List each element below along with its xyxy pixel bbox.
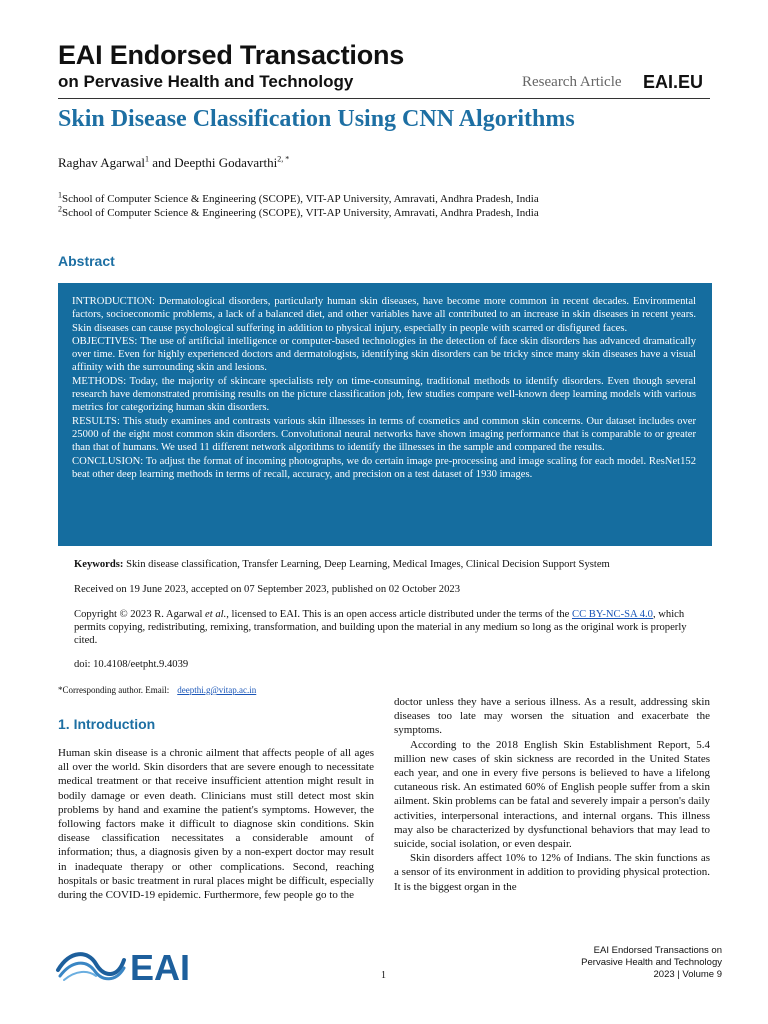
paper-title: Skin Disease Classification Using CNN Algorithms <box>58 106 575 132</box>
abstract-heading: Abstract <box>58 253 115 269</box>
author-list <box>58 155 289 171</box>
doi: doi: 10.4108/eetpht.9.4039 <box>74 659 189 670</box>
abstract-results: RESULTS: This study examines and contrasts various skin illnesses in terms of cosmetics and common skin concerns. Our dataset includes over 25000 of the eight most common skin disorders. Convolutional neural networks have shown imaging performance that is comparable to or greater than that of humans. We used 11 different network algorithms to identify the illnesses in the sample and compared the results. <box>72 415 696 454</box>
keywords <box>74 558 700 571</box>
abstract-introduction: INTRODUCTION: Dermatological disorders, particularly human skin diseases, have become more common in recent decades. Environmental factors, socioeconomic problems, a lack of a balanced diet, and other variables have all contributed to an increase in skin diseases in recent years. Skin diseases can cause psychological suffering in addition to physical injury, especially in people with scarred or disfigured faces. <box>72 296 696 334</box>
footer-line: Pervasive Health and Technology <box>581 957 722 968</box>
copyright-notice <box>74 608 700 647</box>
keywords-label: Keywords: <box>74 559 124 570</box>
affil-text: School of Computer Science & Engineering (SCOPE), VIT-AP University, Amravati, Andhra Pradesh, India <box>62 207 539 219</box>
abstract-box <box>58 283 712 546</box>
abstract-methods: METHODS: Today, the majority of skincare specialists rely on time-consuming, traditional methods to identify disorders. Even though several research have demonstrated promising results on the picture classification job, few studies compare well-known deep learning models with various metrics for categorizing human skin disorders. <box>72 375 696 414</box>
journal-title: EAI Endorsed Transactions <box>58 40 405 70</box>
body-paragraph: Skin disorders affect 10% to 12% of Indians. The skin functions as a sensor of its environment in addition to providing physical protection. It is the biggest organ in the <box>394 852 710 893</box>
body-column-left <box>58 746 374 902</box>
copyright-text: Copyright © 2023 R. Agarwal <box>74 609 206 620</box>
email-link[interactable]: deepthi.g@vitap.ac.in <box>177 685 257 695</box>
author-separator: and <box>149 155 175 170</box>
body-paragraph: doctor unless they have a serious illness. As a result, addressing skin diseases too late may worsen the situation and exacerbate the symptoms. <box>394 696 710 737</box>
abstract-objectives: OBJECTIVES: The use of artificial intelligence or computer-based technologies in the detection of face skin disorders has advanced dramatically over time. Even for highly experienced doctors and dermatologists, identifying skin disorders can be tricky since many skin diseases have a visual affinity with the surrounding skin and lesions. <box>72 335 696 374</box>
article-type-label: Research Article <box>522 74 622 90</box>
affil-text: School of Computer Science & Engineering (SCOPE), VIT-AP University, Amravati, Andhra Pradesh, India <box>62 193 539 205</box>
section-heading-introduction: 1. Introduction <box>58 716 156 732</box>
affiliation-2 <box>58 204 539 219</box>
body-paragraph: According to the 2018 English Skin Establishment Report, 5.4 million new cases of skin sickness are recorded in the United States each year, and one in every five persons is believed to have a lifelong cutaneous risk. An estimated 60% of English people suffer from a skin ailment. Skin problems can be fatal and severely impair a person's daily activities, interpersonal interactions, and internal organs. This illness may also be characterized by dysfunctional behaviors that may lead to suicide, social isolation, or even despair. <box>394 738 710 851</box>
logo-text: EAI <box>130 947 191 988</box>
author-name: Deepthi Godavarthi <box>174 155 278 170</box>
page-number: 1 <box>381 970 386 981</box>
copyright-etal: et al. <box>205 609 227 620</box>
received-dates: Received on 19 June 2023, accepted on 07 September 2023, published on 02 October 2023 <box>74 584 460 595</box>
journal-subtitle: on Pervasive Health and Technology <box>58 72 354 91</box>
footer-line: EAI Endorsed Transactions on <box>593 945 722 956</box>
publisher-mark: EAI.EU <box>643 72 704 92</box>
corresponding-label: *Corresponding author. Email: <box>58 685 170 695</box>
footer-line: 2023 | Volume 9 <box>653 969 722 980</box>
affiliation-1 <box>58 190 539 205</box>
body-paragraph: Human skin disease is a chronic ailment that affects people of all ages all over the world. Skin disorders that are severe enough to necessitate medical treatment or that receive insufficient attention might result in bodily damage or even death. Clinicians must still detect most skin problems by hand and examine the patient's symptoms. However, the following factors make it difficult to diagnose skin conditions. Skin disease classification necessitates a considerable amount of information; thus, a diagnosis given by a non-expert doctor may result in inadequate therapy or other complications. Second, reaching hospitals or basic treatment in rural places might be difficult, especially during the COVID-19 epidemic. Furthermore, few people go to the <box>58 747 374 902</box>
header-divider <box>58 98 710 99</box>
corresponding-author <box>58 685 256 695</box>
author-affil-mark: 2, * <box>277 154 290 164</box>
author-affil-mark: 1 <box>145 154 150 164</box>
license-link[interactable]: CC BY-NC-SA 4.0 <box>572 609 653 620</box>
abstract-conclusion: CONCLUSION: To adjust the format of incoming photographs, we do certain image pre-processing and image scaling for each model. ResNet152 beat other deep learning methods in terms of recall, accuracy, and precision on a test dataset of 1930 images. <box>72 455 696 480</box>
keywords-text: Skin disease classification, Transfer Learning, Deep Learning, Medical Images, Clinical Decision Support System <box>123 559 610 570</box>
author-name: Raghav Agarwal <box>58 155 146 170</box>
body-column-right <box>394 695 710 894</box>
copyright-text: , which permits copying, redistributing, remixing, transformation, and building upon the material in any medium so long as the original work is properly cited. <box>74 609 687 646</box>
copyright-text: , licensed to EAI. This is an open access article distributed under the terms of the <box>226 609 573 620</box>
affil-mark: 2 <box>58 204 62 214</box>
eai-logo <box>54 940 204 988</box>
affil-mark: 1 <box>58 190 62 200</box>
footer-journal-info <box>540 945 722 981</box>
